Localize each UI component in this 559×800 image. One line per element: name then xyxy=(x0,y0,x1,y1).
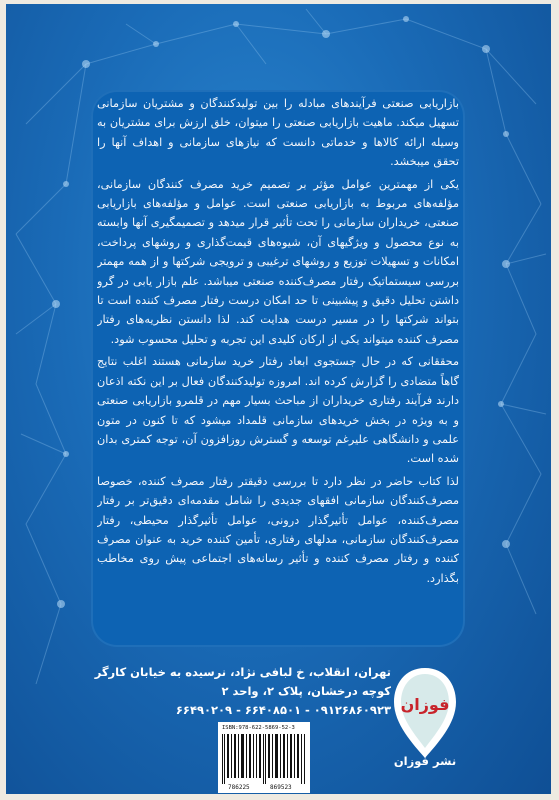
barcode-digits-left: 786225 xyxy=(228,784,250,791)
isbn-barcode xyxy=(218,722,310,793)
address-line-2: کوچه درخشان، پلاک ۲، واحد ۲ xyxy=(221,684,391,698)
address-line-1: تهران، انقلاب، خ لبافی نژاد، نرسیده به خیابان کارگر xyxy=(94,665,391,679)
paragraph-2: یکی از مهمترین عوامل مؤثر بر تصمیم خرید مصرف کنندگان سازمانی، مؤلفه‌های مربوط به بازاریابی صنعتی است. عوامل و مؤلفه‌های بازاریابی صنعتی، خریداران سازمانی را تحت تأثیر قرار میدهد و تصمیمگیری آنها وابسته به نوع محصول و ویژگیهای آن، شیوه‌های قیمت‌گذاری و روشهای پرداخت، امکانات و تسهیلات توزیع و روشهای ترغیبی و ترویجی شرکتها و از همه مهمتر بررسی سیستماتیک رفتار مصرف‌کننده صنعتی میباشد. علم بازار یابی در گرو داشتن تحلیل دقیق و پیشبینی تا حد امکان درست رفتار مصرف کننده است تا بتواند شرکتها را در مسیر درست هدایت کند. لذا دانستن نظریه‌های رفتار مصرف کننده میتواند یکی از ارکان کلیدی این تجربه و تحلیل محسوب شود. xyxy=(97,177,459,346)
paragraph-1: بازاریابی صنعتی فرآیندهای مبادله را بین تولیدکنندگان و مشتریان سازمانی تسهیل میکند. ماهیت بازاریابی صنعتی را میتوان، خلق ارزش برای مشتریان به وسیله ارائه کالاها و خدماتی دانست که نیازهای سازمانی و اهداف آنها را تحقق میبخشد. xyxy=(97,97,459,169)
phone-numbers: ۰۹۱۲۶۸۶۰۹۲۳ - ۶۶۴۰۸۵۰۱ - ۶۶۴۹۰۲۰۹ xyxy=(175,703,391,717)
paragraph-4: لذا کتاب حاضر در نظر دارد تا بررسی دقیقتر رفتار مصرف کننده، خصوصا مصرف‌کنندگان سازمانی افقهای جدیدی را شامل مقدمه‌ای دقیق‌تر بر رفتار مصرف‌کننده، عوامل تأثیرگذار درونی، عوامل تأثیرگذار محیطی، رفتار مصرف‌کنندگان سازمانی، مدلهای رفتاری، تأمین کننده خرید به عنوان مصرف کننده و رفتار مصرف کننده و تأثیر رسانه‌های اجتماعی پیش روی مخاطب بگذارد. xyxy=(97,474,459,585)
publisher-name: نشر فوزان xyxy=(393,754,457,768)
description-text xyxy=(97,94,459,644)
publisher-logo-icon xyxy=(390,664,460,764)
publisher-address xyxy=(95,663,391,720)
barcode-digits-right: 869523 xyxy=(270,784,292,791)
logo-wordmark: فوزان xyxy=(400,695,450,714)
footer xyxy=(6,648,551,794)
barcode-bars xyxy=(222,734,306,784)
paragraph-3: محققانی که در حال جستجوی ابعاد رفتار خرید سازمانی هستند اغلب نتایج گاهاً متضادی را گزارش کرده اند. امروزه تولیدکنندگان فعال بر این نکته اذعان دارند فرآیند رفتاری خریداران از مباحث بسیار مهم در قلمرو بازاریابی صنعتی و به ویژه در بخش خریدهای سازمانی قلمداد میشود که تا کنون در متون علمی و دانشگاهی علیرغم توسعه و گسترش روزافزون آن، توجه کمتری بدان شده است. xyxy=(97,355,459,466)
isbn-label: ISBN:978-622-5869-52-3 xyxy=(222,725,295,731)
